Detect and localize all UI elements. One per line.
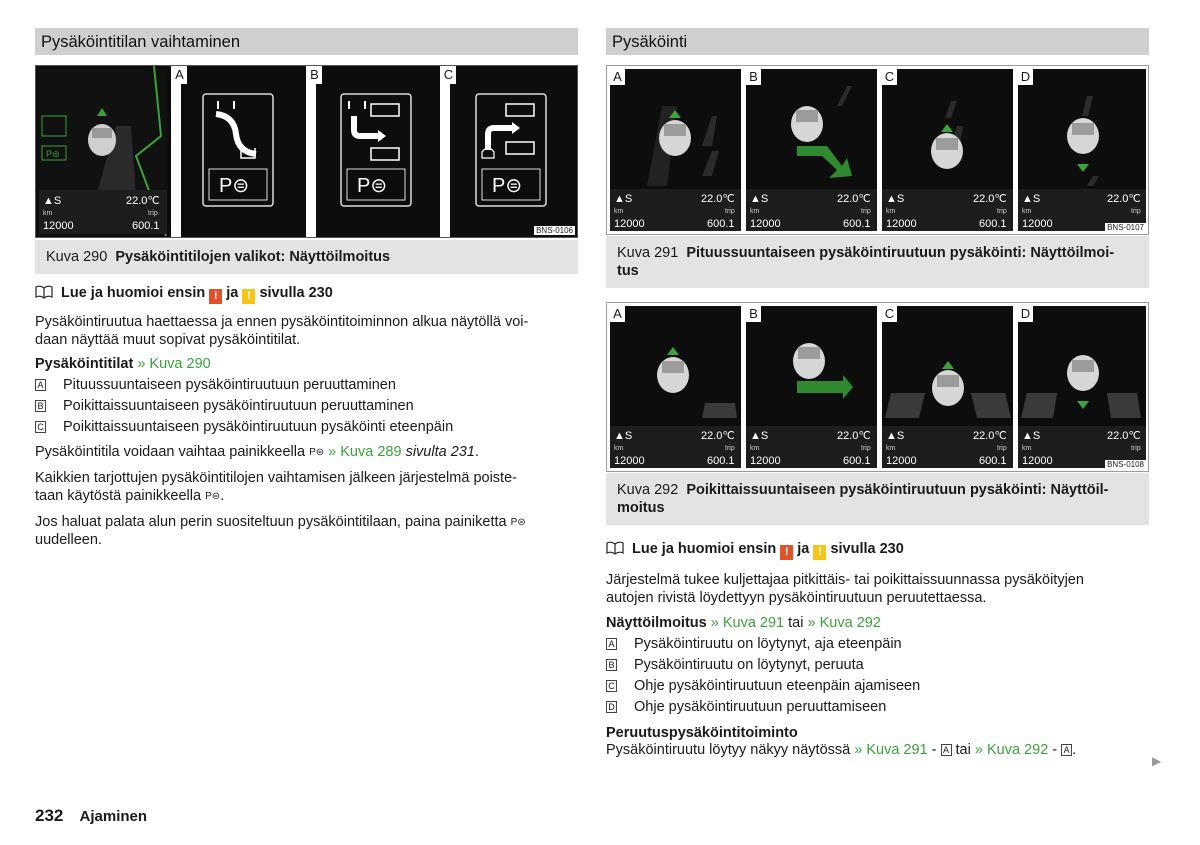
read-first-line (606, 541, 1149, 560)
svg-text:P⊜: P⊜ (357, 175, 388, 197)
caption-prefix: Kuva 291 (617, 245, 679, 261)
figure-291-illustration (607, 66, 1148, 234)
reverse-ref-link-1[interactable]: » Kuva 291 (854, 742, 928, 758)
next-page-arrow-icon[interactable]: ▶ (1152, 754, 1162, 768)
figure-label-d: D (1018, 69, 1033, 85)
read-first-line (35, 285, 578, 304)
reverse-or: tai (955, 742, 971, 758)
svg-text:600.1: 600.1 (843, 218, 871, 230)
list-item (606, 676, 1149, 697)
book-icon (35, 285, 53, 299)
list-item (606, 634, 1149, 655)
svg-text:trip: trip (1131, 208, 1141, 215)
message-or: tai (788, 615, 804, 631)
svg-text:12000: 12000 (1022, 218, 1053, 230)
svg-text:km: km (1022, 208, 1032, 215)
svg-text:12000: 12000 (614, 455, 645, 467)
message-ref-link-2[interactable]: » Kuva 292 (807, 615, 881, 631)
figure-label-c: C (882, 69, 897, 85)
svg-text:trip: trip (725, 445, 735, 452)
figure-292-caption (606, 473, 1149, 525)
read-first-post: sivulla 230 (259, 285, 333, 301)
figure-291 (606, 65, 1149, 235)
figure-label-c: C (443, 67, 454, 82)
warning-red-icon: ! (209, 289, 222, 304)
list-text: Pysäköintiruutu on löytynyt, aja eteenpäin (634, 635, 902, 652)
list-item (606, 697, 1149, 718)
park-assist-button-icon: P⊜ (510, 517, 526, 528)
figure-label-b: B (310, 67, 319, 82)
svg-text:12000: 12000 (750, 455, 781, 467)
figure-label-d: D (1018, 306, 1033, 322)
svg-text:600.1: 600.1 (707, 455, 735, 467)
paragraph-3: Kaikkien tarjottujen pysäköintitilojen vaihtamisen jälkeen järjestelmä poiste- taan käytöstä painikkeella P⊜. (35, 470, 517, 504)
reverse-key: A (1061, 744, 1072, 756)
svg-text:▲S: ▲S (886, 430, 905, 442)
figure-290 (35, 65, 578, 238)
paragraph-2-page-ref: sivulta 231 (405, 443, 475, 460)
caption-prefix: Kuva 290 (46, 249, 108, 265)
park-assist-button-icon: P⊜ (309, 446, 325, 458)
svg-text:600.1: 600.1 (843, 455, 871, 467)
list-item (35, 417, 578, 438)
svg-text:km: km (886, 445, 896, 452)
paragraph-3-line-2: taan käytöstä painikkeella (35, 487, 202, 504)
figure-291-caption (606, 236, 1149, 288)
read-first-post: sivulla 230 (830, 541, 904, 557)
figure-290-caption (35, 240, 578, 274)
figure-label-c: C (882, 306, 897, 322)
chapter-name: Ajaminen (79, 808, 148, 825)
figure-label-a: A (175, 67, 184, 82)
svg-text:▲S: ▲S (750, 430, 769, 442)
reverse-ref-link-2[interactable]: » Kuva 292 (974, 742, 1049, 758)
paragraph-1 (35, 314, 578, 349)
paragraph-1-line-2: autojen rivistä löydettyyn pysäköintiruutuun peruutettaessa. (606, 589, 987, 606)
caption-title-line-1: Pituussuuntaiseen pysäköintiruutuun pysäköinti: Näyttöilmoi- (686, 245, 1115, 261)
list-text: Poikittaissuuntaiseen pysäköintiruutuun pysäköinti eteenpäin (63, 418, 454, 435)
figure-290-illustration (36, 66, 577, 237)
svg-text:12000: 12000 (886, 218, 917, 230)
svg-text:trip: trip (997, 208, 1007, 215)
warning-red-icon: ! (780, 545, 793, 560)
figure-label-a: A (610, 69, 625, 85)
figure-label-a: A (610, 306, 625, 322)
svg-text:P⊜: P⊜ (219, 175, 250, 197)
svg-text:km: km (886, 208, 896, 215)
paragraph-2-ref-link[interactable]: » Kuva 289 (328, 443, 402, 460)
warning-yellow-icon: ! (813, 545, 826, 560)
list-item (35, 396, 578, 417)
paragraph-1 (606, 572, 1149, 607)
list-text: Pituussuuntaiseen pysäköintiruutuun peruuttaminen (63, 376, 396, 393)
figure-label-b: B (746, 306, 761, 322)
svg-text:22.0℃: 22.0℃ (837, 193, 871, 205)
list-key: A (35, 379, 46, 391)
message-list (606, 634, 1149, 718)
paragraph-2-text: Pysäköintitila voidaan vaihtaa painikkeella (35, 443, 306, 460)
svg-text:P⊜: P⊜ (46, 149, 60, 159)
svg-text:22.0℃: 22.0℃ (1107, 430, 1141, 442)
svg-text:22.0℃: 22.0℃ (973, 193, 1007, 205)
figure-code: BNS-0108 (1107, 460, 1144, 469)
svg-text:12000: 12000 (886, 455, 917, 467)
caption-title-line-2: tus (617, 263, 639, 279)
svg-text:22.0℃: 22.0℃ (973, 430, 1007, 442)
svg-text:600.1: 600.1 (979, 218, 1007, 230)
left-column (35, 28, 578, 549)
svg-text:km: km (1022, 445, 1032, 452)
list-key: C (606, 680, 617, 692)
svg-text:12000: 12000 (614, 218, 645, 230)
list-key: C (35, 421, 46, 433)
svg-text:▲S: ▲S (886, 193, 905, 205)
svg-text:▲S: ▲S (1022, 193, 1041, 205)
message-label: Näyttöilmoitus (606, 615, 707, 631)
svg-text:km: km (750, 445, 760, 452)
list-text: Pysäköintiruutu on löytynyt, peruuta (634, 656, 864, 673)
list-item (606, 655, 1149, 676)
reverse-title-text: Peruutuspysäköintitoiminto (606, 724, 798, 741)
svg-text:600.1: 600.1 (132, 220, 160, 232)
caption-prefix: Kuva 292 (617, 482, 679, 498)
svg-text:22.0℃: 22.0℃ (701, 430, 735, 442)
right-column (606, 28, 1149, 760)
svg-text:22.0℃: 22.0℃ (701, 193, 735, 205)
section-title: Pysäköintitilan vaihtaminen (35, 28, 578, 55)
reverse-key: A (941, 744, 952, 756)
paragraph-1-line-2: daan näyttää muut sopivat pysäköintitilat. (35, 331, 301, 348)
paragraph-4-line-1: Jos haluat palata alun perin suositeltuun pysäköintitilaan, paina painiketta (35, 514, 507, 530)
paragraph-1-line-1: Pysäköintiruutua haettaessa ja ennen pysäköintitoiminnon alkua näytöllä voi- (35, 314, 529, 330)
svg-text:600.1: 600.1 (707, 218, 735, 230)
paragraph-4 (35, 514, 578, 549)
reverse-paragraph: Pysäköintiruutu löytyy näkyy näytössä » Kuva 291 - A tai » Kuva 292 - A . (606, 742, 1077, 758)
list-text: Ohje pysäköintiruutuun peruuttamiseen (634, 698, 887, 715)
svg-text:trip: trip (725, 208, 735, 215)
svg-text:▲S: ▲S (614, 193, 633, 205)
modes-list (35, 375, 578, 438)
section-title: Pysäköinti (606, 28, 1149, 55)
svg-text:trip: trip (148, 210, 158, 217)
read-first-and: ja (226, 285, 239, 301)
svg-text:12000: 12000 (1022, 455, 1053, 467)
svg-text:trip: trip (861, 445, 871, 452)
svg-text:▲S: ▲S (1022, 430, 1041, 442)
warning-yellow-icon: ! (242, 289, 255, 304)
caption-title-line-1: Poikittaissuuntaiseen pysäköintiruutuun pysäköinti: Näyttöil- (686, 482, 1109, 498)
read-first-pre: Lue ja huomioi ensin (61, 285, 206, 301)
reverse-title (606, 725, 1149, 743)
figure-code: BNS-0107 (1107, 223, 1144, 232)
modes-ref-link[interactable]: » Kuva 290 (137, 356, 211, 372)
read-first-and: ja (797, 541, 810, 557)
list-text: Ohje pysäköintiruutuun eteenpäin ajamiseen (634, 677, 921, 694)
list-key: B (35, 400, 46, 412)
list-text: Poikittaissuuntaiseen pysäköintiruutuun peruuttaminen (63, 397, 414, 414)
svg-text:km: km (750, 208, 760, 215)
svg-text:km: km (43, 210, 53, 217)
svg-text:trip: trip (997, 445, 1007, 452)
figure-code: BNS-0106 (536, 226, 573, 235)
caption-title-line-2: moitus (617, 500, 665, 516)
svg-text:trip: trip (861, 208, 871, 215)
svg-text:12000: 12000 (43, 220, 74, 232)
paragraph-2: Pysäköintitila voidaan vaihtaa painikkeella P⊜ » Kuva 289 sivulta 231. (35, 443, 479, 460)
page-number: 232 (35, 806, 64, 825)
read-first-pre: Lue ja huomioi ensin (632, 541, 777, 557)
svg-text:600.1: 600.1 (979, 455, 1007, 467)
message-heading (606, 615, 1149, 633)
caption-title: Pysäköintitilojen valikot: Näyttöilmoitus (115, 249, 391, 265)
list-item (35, 375, 578, 396)
svg-text:22.0℃: 22.0℃ (837, 430, 871, 442)
list-key: B (606, 659, 617, 671)
figure-label-b: B (746, 69, 761, 85)
svg-text:▲S: ▲S (614, 430, 633, 442)
paragraph-4-line-2: uudelleen. (35, 531, 102, 548)
paragraph-1-line-1: Järjestelmä tukee kuljettajaa pitkittäis- tai poikittaissuunnassa pysäköityjen (606, 572, 1084, 588)
page-footer (35, 806, 147, 826)
svg-text:22.0℃: 22.0℃ (126, 195, 160, 207)
svg-text:22.0℃: 22.0℃ (1107, 193, 1141, 205)
svg-text:12000: 12000 (750, 218, 781, 230)
modes-label: Pysäköintitilat (35, 356, 134, 372)
figure-292-illustration (607, 303, 1148, 471)
figure-292 (606, 302, 1149, 472)
book-icon (606, 541, 624, 555)
reverse-text: Pysäköintiruutu löytyy näkyy näytössä (606, 742, 851, 758)
paragraph-3-line-1: Kaikkien tarjottujen pysäköintitilojen vaihtamisen jälkeen järjestelmä poiste- (35, 470, 517, 486)
list-key: D (606, 701, 617, 713)
park-assist-button-icon: P⊜ (205, 490, 221, 502)
modes-heading (35, 356, 578, 374)
svg-text:km: km (614, 445, 624, 452)
message-ref-link-1[interactable]: » Kuva 291 (710, 615, 785, 631)
svg-text:P⊜: P⊜ (492, 175, 523, 197)
svg-text:▲S: ▲S (750, 193, 769, 205)
svg-text:trip: trip (1131, 445, 1141, 452)
list-key: A (606, 638, 617, 650)
svg-text:km: km (614, 208, 624, 215)
svg-text:▲S: ▲S (43, 195, 62, 207)
